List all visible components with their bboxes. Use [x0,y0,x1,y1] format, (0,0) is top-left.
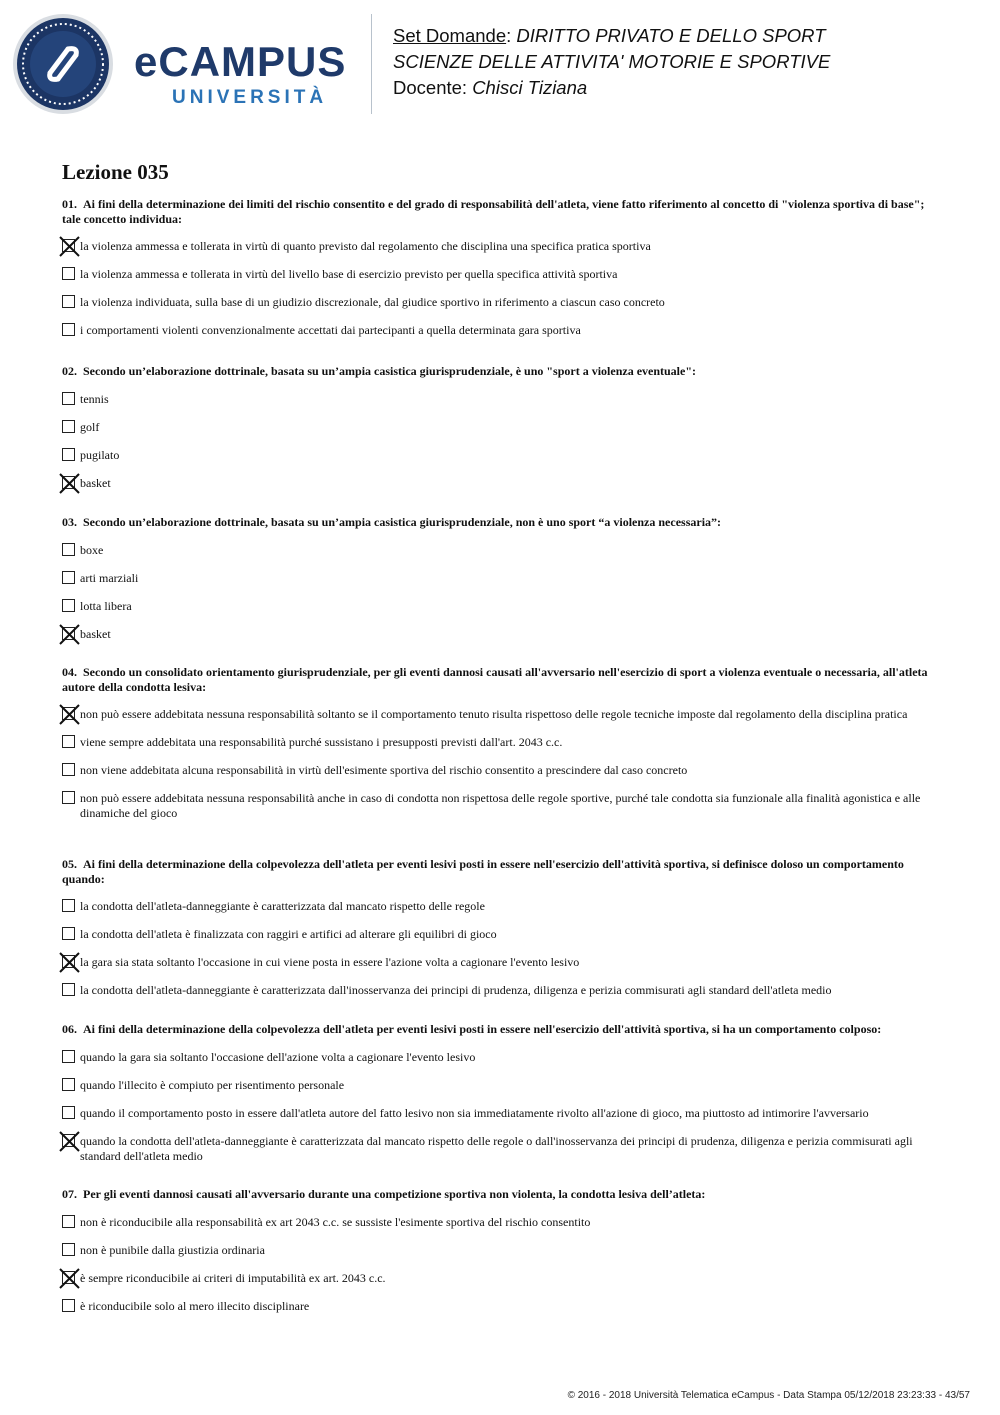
checkbox-checked-icon[interactable] [62,955,75,968]
checkbox-icon[interactable] [62,543,75,556]
checkbox-icon[interactable] [62,1243,75,1256]
question-6 [62,1022,934,1164]
answer-option[interactable] [62,627,934,642]
set-label: Set Domande [393,25,507,46]
checkbox-icon[interactable] [62,1215,75,1228]
answer-text: la violenza individuata, sulla base di un giudizio discrezionale, dal giudice sportivo in riferimento a ciascun caso concreto [80,295,665,309]
page-footer: © 2016 - 2018 Università Telematica eCampus - Data Stampa 05/12/2018 23:23:33 - 43/57 [567,1390,970,1401]
checkbox-icon[interactable] [62,899,75,912]
checkbox-checked-icon[interactable] [62,476,75,489]
answer-text: non viene addebitata alcuna responsabilità in virtù dell'esimente sportiva del rischio consentito a prescindere dal caso concreto [80,763,688,777]
checkbox-icon[interactable] [62,420,75,433]
answer-text: i comportamenti violenti convenzionalmente accettati dai partecipanti a quella determinata gara sportiva [80,323,581,337]
answer-option[interactable] [62,927,934,942]
checkbox-icon[interactable] [62,791,75,804]
checkbox-checked-icon[interactable] [62,707,75,720]
page-header [0,0,1000,130]
checkbox-checked-icon[interactable] [62,1271,75,1284]
checkbox-icon[interactable] [62,392,75,405]
question-text [62,364,934,379]
checkbox-icon[interactable] [62,1078,75,1091]
question-text [62,857,934,886]
checkbox-icon[interactable] [62,448,75,461]
checkbox-checked-icon[interactable] [62,627,75,640]
answer-option[interactable] [62,1271,934,1286]
question-number: 06. [62,1022,77,1036]
answer-text: quando l'illecito è compiuto per risentimento personale [80,1077,345,1092]
answer-text: quando la gara sia soltanto l'occasione dell'azione volta a cagionare l'evento lesivo [80,1049,476,1064]
answer-text: non è punibile dalla giustizia ordinaria [80,1242,265,1257]
answer-text: non può essere addebitata nessuna responsabilità anche in caso di condotta non rispettosa delle regole sportive, purché tale condotta sia funzionale alla finalità agonistica e alle dinamiche del gioco [80,791,921,820]
set-line [393,23,830,49]
answer-option[interactable] [62,571,934,586]
checkbox-icon[interactable] [62,927,75,940]
answer-text: arti marziali [80,570,139,585]
teacher-label: Docente: [393,77,473,98]
answer-option[interactable] [62,392,934,407]
answer-text: la gara sia stata soltanto l'occasione in cui viene posta in essere l'azione volta a cagionare l'evento lesivo [80,955,580,969]
lesson-title: Lezione 035 [62,160,169,184]
answer-option[interactable] [62,955,934,970]
cross-mark-icon [59,1268,80,1289]
question-body: Secondo un’elaborazione dottrinale, basata su un’ampia casistica giurisprudenziale, non è uno sport “a violenza necessaria”: [83,515,722,529]
checkbox-icon[interactable] [62,1299,75,1312]
answer-text: la condotta dell'atleta è finalizzata con raggiri e artifici ad alterare gli equilibri di gioco [80,927,497,941]
answer-option[interactable] [62,791,934,821]
header-divider [371,14,372,114]
answer-text: basket [80,475,111,490]
cross-mark-icon [59,1131,80,1152]
question-text [62,515,934,530]
answer-text: non può essere addebitata nessuna responsabilità soltanto se il comportamento tenuto risulta rispettoso delle regole tecniche imposte dal regolamento della disciplina pratica [80,707,908,721]
answer-option[interactable] [62,323,934,338]
question-2 [62,364,934,491]
answer-text: basket [80,626,111,641]
teacher-name: Chisci Tiziana [472,77,588,98]
answer-text: pugilato [80,447,120,462]
question-1 [62,197,934,338]
answer-option[interactable] [62,1299,934,1314]
question-text [62,1187,934,1202]
question-5 [62,857,934,998]
checkbox-icon[interactable] [62,295,75,308]
set-value: DIRITTO PRIVATO E DELLO SPORT [516,25,826,46]
cross-mark-icon [59,624,80,645]
question-body: Ai fini della determinazione dei limiti del rischio consentito e del grado di responsabilità dell'atleta, viene fatto riferimento al concetto di "violenza sportiva di base"; tale concetto individua: [62,197,925,226]
checkbox-icon[interactable] [62,763,75,776]
cross-mark-icon [59,236,80,257]
checkbox-icon[interactable] [62,1106,75,1119]
question-number: 04. [62,665,77,679]
question-number: 03. [62,515,77,529]
course-name: SCIENZE DELLE ATTIVITA' MOTORIE E SPORTIVE [393,51,831,72]
question-text [62,665,934,694]
answer-text: lotta libera [80,598,132,613]
question-body: Secondo un’elaborazione dottrinale, basata su un’ampia casistica giurisprudenziale, è uno "sport a violenza eventuale": [83,364,697,378]
answer-option[interactable] [62,707,934,722]
answer-text: è sempre riconducibile ai criteri di imputabilità ex art. 2043 c.c. [80,1270,386,1285]
answer-option[interactable] [62,735,934,750]
question-number: 01. [62,197,77,211]
brand-wordmark: eCAMPUS [134,38,347,85]
course-line [393,49,830,75]
answer-option[interactable] [62,599,934,614]
answer-text: è riconducibile solo al mero illecito disciplinare [80,1298,310,1313]
cross-mark-icon [59,704,80,725]
answer-option[interactable] [62,267,934,282]
set-sep: : [506,25,517,46]
question-body: Ai fini della determinazione della colpevolezza dell'atleta per eventi lesivi posti in essere nell'esercizio dell'attività sportiva, si ha un comportamento colposo: [83,1022,882,1036]
answer-option[interactable] [62,1243,934,1258]
question-body: Secondo un consolidato orientamento giurisprudenziale, per gli eventi dannosi causati all'avversario nell'esercizio di sport a violenza eventuale o necessaria, all'atleta autore della condotta lesiva: [62,665,928,694]
answer-option[interactable] [62,1134,934,1164]
cross-mark-icon [59,473,80,494]
answer-text: la violenza ammessa e tollerata in virtù del livello base di esercizio previsto per quella specifica attività sportiva [80,267,618,281]
answer-text: non è riconducibile alla responsabilità ex art 2043 c.c. se sussiste l'esimente sportiva del rischio consentito [80,1214,591,1229]
question-number: 07. [62,1187,77,1201]
checkbox-icon[interactable] [62,323,75,336]
answer-option[interactable] [62,448,934,463]
answer-text: quando il comportamento posto in essere dall'atleta autore del fatto lesivo non sia immediatamente rivolto all'azione di gioco, ma piuttosto ad intimorire l'avversario [80,1105,869,1120]
answer-text: la condotta dell'atleta-danneggiante è caratterizzata dal mancato rispetto delle regole [80,899,485,913]
ecampus-seal-logo [12,13,114,115]
answer-option[interactable] [62,763,934,778]
question-text [62,1022,934,1037]
answer-option[interactable] [62,476,934,491]
checkbox-checked-icon[interactable] [62,239,75,252]
answer-option[interactable] [62,239,934,254]
answer-option[interactable] [62,1050,934,1065]
answer-text: quando la condotta dell'atleta-danneggiante è caratterizzata dal mancato rispetto delle regole o dall'inosservanza dei principi di prudenza, diligenza e perizia commisurati agli standard dell'atleta medio [80,1133,913,1163]
question-body: Ai fini della determinazione della colpevolezza dell'atleta per eventi lesivi posti in essere nell'esercizio dell'attività sportiva, si definisce doloso un comportamento quando: [62,857,904,886]
answer-option[interactable] [62,295,934,310]
question-number: 05. [62,857,77,871]
brand-subtitle: UNIVERSITÀ [172,87,328,108]
answer-option[interactable] [62,1215,934,1230]
answer-option[interactable] [62,420,934,435]
question-text [62,197,934,226]
answer-option[interactable] [62,1106,934,1121]
question-number: 02. [62,364,77,378]
answer-text: golf [80,419,100,434]
question-body: Per gli eventi dannosi causati all'avversario durante una competizione sportiva non violenta, la condotta lesiva dell’atleta: [83,1187,706,1201]
checkbox-icon[interactable] [62,599,75,612]
answer-text: la violenza ammessa e tollerata in virtù di quanto previsto dal regolamento che disciplina una specifica pratica sportiva [80,239,651,253]
answer-text: viene sempre addebitata una responsabilità purché sussistano i presupposti previsti dall'art. 2043 c.c. [80,735,563,749]
answer-text: tennis [80,391,109,406]
checkbox-checked-icon[interactable] [62,1134,75,1147]
answer-option[interactable] [62,983,934,998]
checkbox-icon[interactable] [62,571,75,584]
cross-mark-icon [59,952,80,973]
answer-option[interactable] [62,543,934,558]
checkbox-icon[interactable] [62,735,75,748]
checkbox-icon[interactable] [62,267,75,280]
header-info [393,23,830,101]
teacher-line [393,75,830,101]
answer-text: boxe [80,542,104,557]
answer-option[interactable] [62,1078,934,1093]
question-3 [62,515,934,642]
answer-text: la condotta dell'atleta-danneggiante è caratterizzata dall'inosservanza dei principi di prudenza, diligenza e perizia commisurati agli standard dell'atleta medio [80,983,832,997]
answer-option[interactable] [62,899,934,914]
checkbox-icon[interactable] [62,983,75,996]
question-4 [62,665,934,821]
question-7 [62,1187,934,1314]
checkbox-icon[interactable] [62,1050,75,1063]
